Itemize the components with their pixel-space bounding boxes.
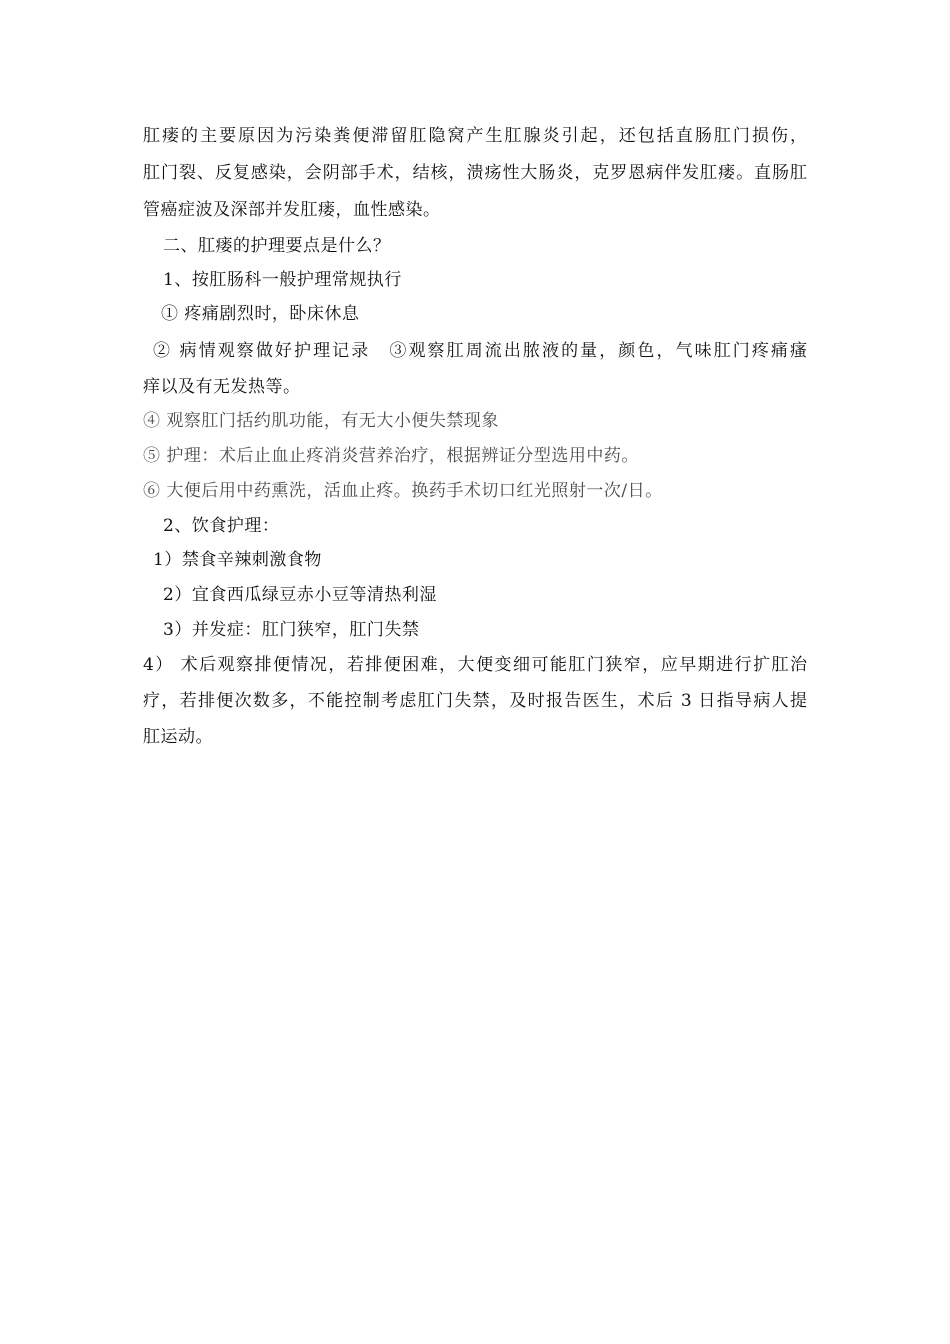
subheading-general-nursing: 1、按肛肠科一般护理常规执行: [163, 270, 402, 290]
list-item-1-pain-rest: ① 疼痛剧烈时，卧床休息: [161, 304, 360, 324]
subheading-diet-nursing: 2、饮食护理：: [163, 516, 280, 536]
diet-item-1: 1）禁食辛辣刺激食物: [153, 550, 322, 570]
paragraph-cause-line-3: 管癌症波及深部并发肛瘘，血性感染。: [143, 200, 441, 220]
paragraph-cause-line-2: 肛门裂、反复感染，会阴部手术，结核，溃疡性大肠炎，克罗恩病伴发肛瘘。直肠肛: [143, 163, 807, 183]
diet-item-2: 2）宜食西瓜绿豆赤小豆等清热利湿: [163, 585, 437, 605]
postop-observation-line-1: 4） 术后观察排便情况，若排便困难，大便变细可能肛门狭窄，应早期进行扩肛治: [143, 655, 807, 675]
list-item-3-continued: 痒以及有无发热等。: [143, 377, 301, 397]
list-item-5-nursing: ⑤ 护理：术后止血止疼消炎营养治疗，根据辨证分型选用中药。: [143, 446, 639, 466]
paragraph-cause-line-1: 肛瘘的主要原因为污染粪便滞留肛隐窝产生肛腺炎引起，还包括直肠肛门损伤，: [143, 126, 807, 146]
postop-observation-line-2: 疗，若排便次数多，不能控制考虑肛门失禁，及时报告医生，术后 3 日指导病人提: [143, 691, 807, 711]
postop-observation-line-3: 肛运动。: [143, 727, 213, 747]
list-item-6-fumigation: ⑥ 大便后用中药熏洗，活血止疼。换药手术切口红光照射一次/日。: [143, 481, 663, 501]
diet-item-3-complications: 3）并发症：肛门狭窄，肛门失禁: [163, 620, 420, 640]
list-item-4-sphincter: ④ 观察肛门括约肌功能，有无大小便失禁现象: [143, 411, 499, 431]
section-heading-nursing-points: 二、肛瘘的护理要点是什么？: [163, 236, 391, 256]
list-item-2-3-observation: ② 病情观察做好护理记录 ③观察肛周流出脓液的量，颜色，气味肛门疼痛瘙: [153, 341, 807, 361]
